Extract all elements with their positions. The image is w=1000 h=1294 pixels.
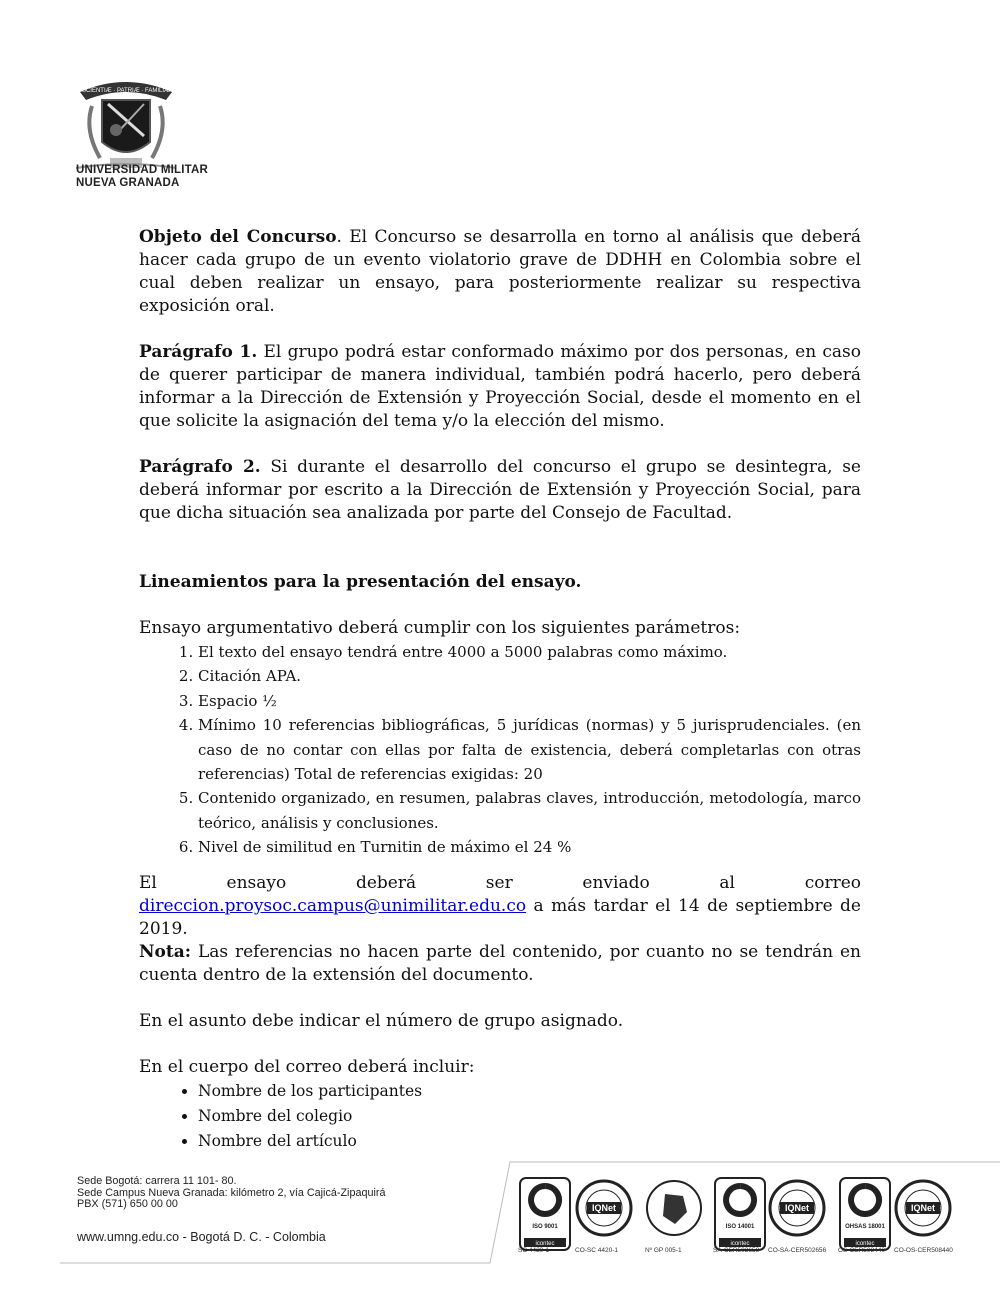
certification-badge [643,1176,705,1254]
footer-phone: PBX (571) 650 00 00 [77,1198,178,1210]
nota-text: Las referencias no hacen parte del contenido, por cuanto no se tendrán en cuenta dentro de la extensión del documento. [139,941,861,985]
svg-text:icontec: icontec [535,1241,555,1247]
nota-label: Nota: [139,941,192,962]
nota-paragraph [139,941,861,987]
certification-badge [892,1176,954,1254]
svg-text:icontec: icontec [855,1241,875,1247]
list-item: • Nombre del colegio [198,1104,861,1129]
footer-address-line1: Sede Bogotá: carrera 11 101- 80. [77,1175,237,1187]
svg-text:IQNet: IQNet [591,1203,617,1213]
objeto-text: . El Concurso se desarrolla en torno al análisis que deberá hacer cada grupo de un evento violatorio grave de DDHH en Colombia sobre el cual deben realizar un ensayo, para posteriormente realizar su respectiva exposición oral. [139,227,861,316]
certification-badge [836,1176,898,1254]
paragrafo-2-text: Si durante el desarrollo del concurso el grupo se desintegra, se deberá informar por escrito a la Dirección de Extensión y Proyección Social, para que dicha situación sea analizada por parte del Consejo de Facultad. [139,457,861,523]
document-body [139,226,861,1154]
svg-text:IQNet: IQNet [910,1203,936,1213]
body-intro: En el cuerpo del correo deberá incluir: [139,1056,475,1077]
certification-code: SA-CER502658 [713,1247,760,1254]
subject-paragraph: En el asunto debe indicar el número de grupo asignado. [139,1010,624,1031]
svg-text:icontec: icontec [730,1241,750,1247]
certification-code: Nº GP 005-1 [645,1247,682,1254]
certification-badge [711,1176,773,1254]
list-item: 2. Citación APA. [198,664,861,688]
svg-text:IQNet: IQNet [784,1203,810,1213]
paragrafo-1 [139,341,861,433]
certification-code: SC 4420-1 [518,1247,550,1254]
svg-text:ISO 14001: ISO 14001 [725,1224,755,1230]
list-item: 6. Nivel de similitud en Turnitin de máximo el 24 % [198,835,861,859]
params-list [139,640,861,860]
list-item: 5. Contenido organizado, en resumen, palabras claves, introducción, metodología, marco teórico, análisis y conclusiones. [198,786,861,835]
certification-badge [766,1176,828,1254]
university-name-line1: UNIVERSIDAD MILITAR [76,164,209,176]
paragrafo-1-title: Parágrafo 1. [139,342,258,362]
university-name [76,164,208,190]
university-name-line2: NUEVA GRANADA [76,177,180,189]
email-paragraph [139,872,861,941]
guidelines-title: Lineamientos para la presentación del ensayo. [139,572,582,592]
objeto-title: Objeto del Concurso [139,227,337,247]
params-intro: Ensayo argumentativo deberá cumplir con los siguientes parámetros: [139,618,741,638]
list-item: 3. Espacio ½ [198,689,861,713]
paragrafo-2-title: Parágrafo 2. [139,457,261,477]
guidelines-heading [139,571,861,594]
certification-code: OS-CER508440 [838,1247,885,1254]
svg-text:OHSAS 18001: OHSAS 18001 [845,1224,885,1230]
certification-badge [573,1176,635,1254]
list-item: • Nombre de los participantes [198,1079,861,1104]
list-item: • Nombre del artículo [198,1129,861,1154]
list-item: 1. El texto del ensayo tendrá entre 4000 a 5000 palabras como máximo. [198,640,861,664]
certification-code: CO-SC 4420-1 [575,1247,618,1254]
email-text-after: a más tardar el 14 de septiembre de 2019. [139,895,861,939]
certification-badge [516,1176,578,1254]
paragrafo-1-text: El grupo podrá estar conformado máximo por dos personas, en caso de querer participar de manera individual, también podrá hacerlo, pero deberá informar a la Dirección de Extensión y Proyección Social, desde el momento en el que solicite la asignación del tema y/o la elección del mismo. [139,342,861,431]
footer-website: www.umng.edu.co - Bogotá D. C. - Colombia [77,1230,326,1244]
footer-address-line2: Sede Campus Nueva Granada: kilómetro 2, vía Cajicá-Zipaquirá [77,1186,386,1199]
motto-text: SCIENTIÆ · PATRIÆ · FAMILIÆ [81,88,171,94]
svg-text:ISO 9001: ISO 9001 [532,1224,558,1230]
certification-code: CO-OS-CER508440 [894,1247,953,1254]
certification-code: CO-SA-CER502656 [768,1247,827,1254]
list-item: 4. Mínimo 10 referencias bibliográficas, 5 jurídicas (normas) y 5 jurisprudenciales. (en caso de no contar con ellas por falta de existencia, deberá completarlas con otras referencias) Total de referencias exigidas: 20 [198,713,861,786]
footer-address [77,1176,385,1211]
objeto-paragraph [139,226,861,318]
email-text-before: El ensayo deberá ser enviado al correo [139,872,861,893]
email-link[interactable]: direccion.proysoc.campus@unimilitar.edu.co [139,895,527,916]
paragrafo-2 [139,456,861,525]
body-items-list [139,1079,861,1154]
